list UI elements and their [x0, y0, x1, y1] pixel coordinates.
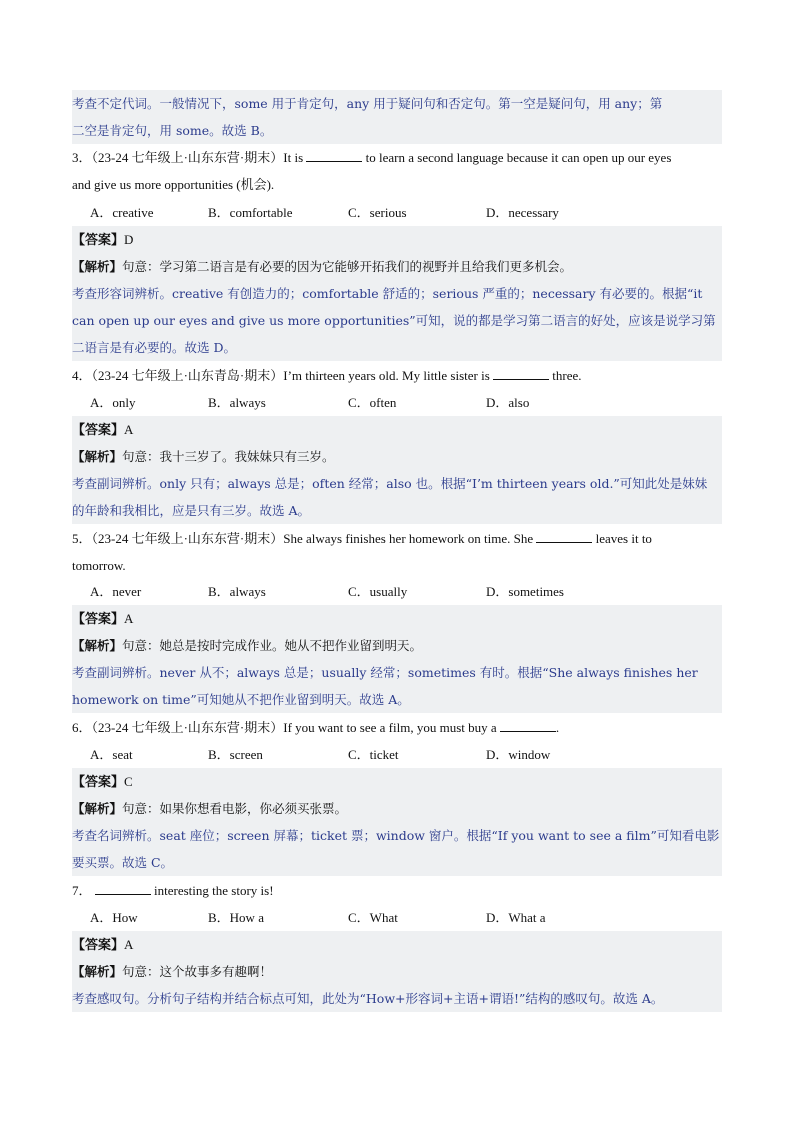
- option-a: A．creative: [90, 205, 154, 220]
- option-c: C．ticket: [348, 747, 399, 762]
- question-5-analysis: 【解析】句意：她总是按时完成作业。她从不把作业留到明天。: [72, 632, 722, 659]
- question-5-answer: 【答案】A: [72, 605, 722, 632]
- question-source: （23-24 七年级上·山东东营·期末）: [91, 531, 284, 546]
- explanation-line: 考查不定代词。一般情况下，some 用于肯定句，any 用于疑问句和否定句。第一空是疑问句，用 any；第: [72, 90, 722, 117]
- answer-blank: [536, 530, 592, 543]
- answer-blank: [500, 719, 556, 732]
- question-3-analysis: 【解析】句意：学习第二语言是有必要的因为它能够开拓我们的视野并且给我们更多机会。: [72, 253, 722, 280]
- answer-blank: [95, 882, 151, 895]
- question-3-stem-cont: and give us more opportunities (机会).: [72, 177, 275, 192]
- option-b: B．comfortable: [208, 205, 293, 220]
- question-5-stem-cont: tomorrow.: [72, 558, 126, 573]
- option-c: C．serious: [348, 205, 407, 220]
- option-a: A．seat: [90, 747, 133, 762]
- question-4-explanation: 的年龄和我相比，应是只有三岁。故选 A。: [72, 497, 722, 524]
- question-7-analysis: 【解析】句意：这个故事多有趣啊！: [72, 958, 722, 985]
- question-source: （23-24 七年级上·山东青岛·期末）: [91, 368, 284, 383]
- option-c: C．What: [348, 910, 398, 925]
- explanation-line: 二空是肯定句，用 some。故选 B。: [72, 117, 722, 144]
- option-b: B．always: [208, 584, 266, 599]
- question-3-explanation: 二语言是有必要的。故选 D。: [72, 334, 722, 361]
- question-6-stem: 6．（23-24 七年级上·山东东营·期末）If you want to see a film, you must buy a .: [72, 720, 560, 735]
- question-4-analysis: 【解析】句意：我十三岁了。我妹妹只有三岁。: [72, 443, 722, 470]
- question-4-answer: 【答案】A: [72, 416, 722, 443]
- option-a: A．only: [90, 395, 136, 410]
- question-7-stem: 7． interesting the story is!: [72, 883, 274, 898]
- answer-blank: [493, 367, 549, 380]
- option-a: A．never: [90, 584, 142, 599]
- question-4-stem: 4．（23-24 七年级上·山东青岛·期末）I’m thirteen years old. My little sister is three.: [72, 368, 582, 383]
- option-a: A．How: [90, 910, 138, 925]
- question-6-explanation: 考查名词辨析。seat 座位；screen 屏幕；ticket 票；window 窗户。根据“If you want to see a film”可知看电影: [72, 822, 722, 849]
- option-b: B．always: [208, 395, 266, 410]
- answer-blank: [306, 149, 362, 162]
- question-3-explanation: 考查形容词辨析。creative 有创造力的；comfortable 舒适的；serious 严重的；necessary 有必要的。根据“it: [72, 280, 722, 307]
- question-3-answer: 【答案】D: [72, 226, 722, 253]
- option-d: D．sometimes: [486, 584, 564, 599]
- option-b: B．screen: [208, 747, 263, 762]
- option-c: C．often: [348, 395, 397, 410]
- question-7-answer: 【答案】A: [72, 931, 722, 958]
- question-3-stem: 3．（23-24 七年级上·山东东营·期末）It is to learn a second language because it can open up our eyes: [72, 150, 672, 165]
- question-6-explanation: 要买票。故选 C。: [72, 849, 722, 876]
- question-7-explanation: 考查感叹句。分析句子结构并结合标点可知，此处为“How+形容词+主语+谓语!”结构的感叹句。故选 A。: [72, 985, 722, 1012]
- question-5-stem: 5．（23-24 七年级上·山东东营·期末）She always finishes her homework on time. She leaves it to: [72, 531, 652, 546]
- question-source: （23-24 七年级上·山东东营·期末）: [91, 150, 284, 165]
- option-d: D．also: [486, 395, 530, 410]
- question-3-explanation: can open up our eyes and give us more opportunities”可知，说的都是学习第二语言的好处，应该是说学习第: [72, 307, 722, 334]
- option-d: D．window: [486, 747, 551, 762]
- question-6-analysis: 【解析】句意：如果你想看电影，你必须买张票。: [72, 795, 722, 822]
- option-b: B．How a: [208, 910, 264, 925]
- question-6-answer: 【答案】C: [72, 768, 722, 795]
- option-d: D．necessary: [486, 205, 559, 220]
- question-4-explanation: 考查副词辨析。only 只有；always 总是；often 经常；also 也。根据“I’m thirteen years old.”可知此处是妹妹: [72, 470, 722, 497]
- question-5-explanation: homework on time”可知她从不把作业留到明天。故选 A。: [72, 686, 722, 713]
- option-c: C．usually: [348, 584, 408, 599]
- question-source: （23-24 七年级上·山东东营·期末）: [91, 720, 284, 735]
- option-d: D．What a: [486, 910, 546, 925]
- question-5-explanation: 考查副词辨析。never 从不；always 总是；usually 经常；sometimes 有时。根据“She always finishes her: [72, 659, 722, 686]
